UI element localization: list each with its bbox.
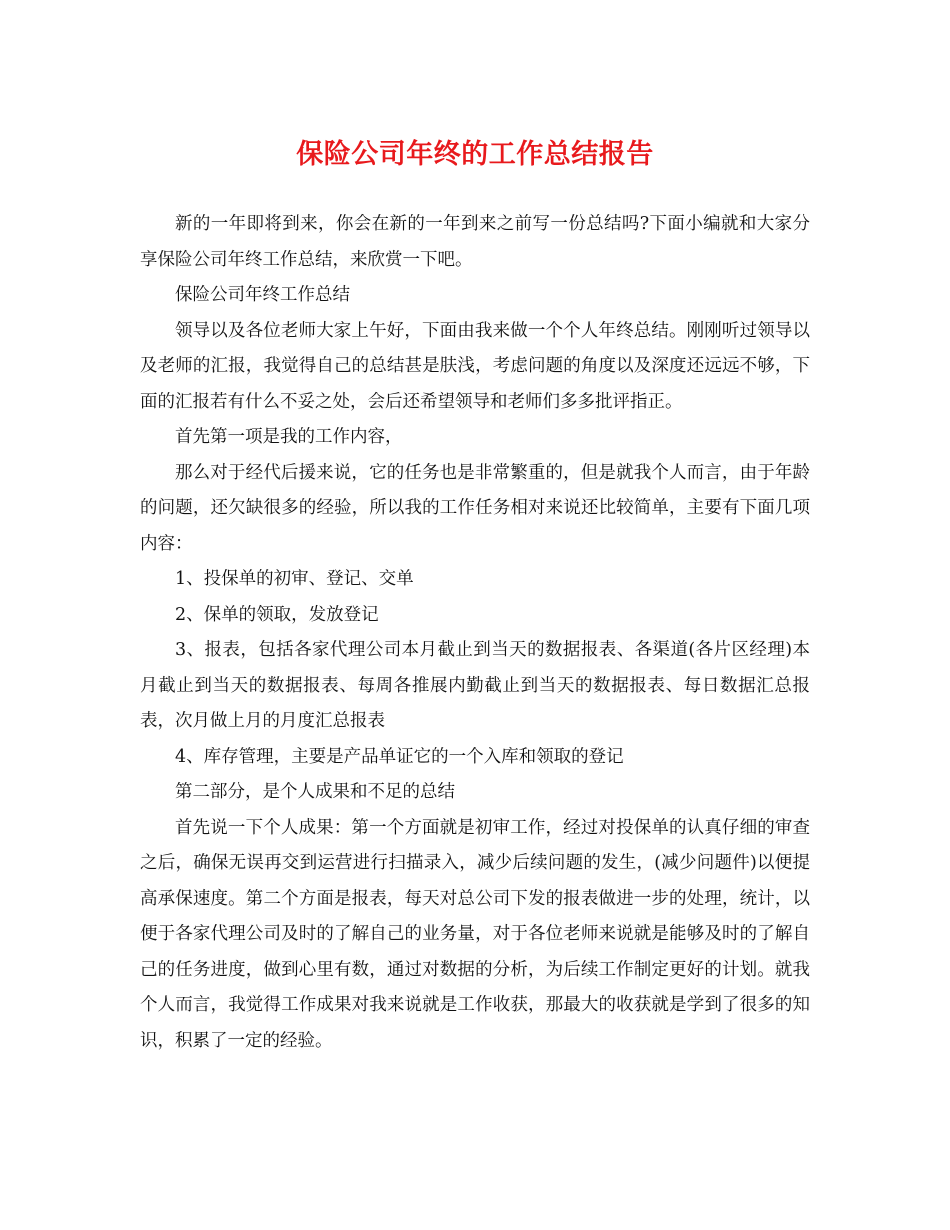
document-body	[140, 207, 810, 1059]
list-item-3: 3、报表，包括各家代理公司本月截止到当天的数据报表、各渠道(各片区经理)本月截止到当天的数据报表、每周各推展内勤截止到当天的数据报表、每日数据汇总报表，次月做上月的月度汇总报表	[140, 640, 810, 731]
paragraph-subtitle: 保险公司年终工作总结	[175, 285, 350, 305]
paragraph-part-one-heading: 首先第一项是我的工作内容，	[175, 427, 403, 447]
document-page	[140, 120, 810, 1059]
paragraph-intro: 新的一年即将到来，你会在新的一年到来之前写一份总结吗?下面小编就和大家分享保险公司年终工作总结，来欣赏一下吧。	[140, 214, 810, 270]
list-item-1: 1、投保单的初审、登记、交单	[175, 569, 414, 589]
paragraph-greeting: 领导以及各位老师大家上午好，下面由我来做一个个人年终总结。刚刚听过领导以及老师的汇报，我觉得自己的总结甚是肤浅，考虑问题的角度以及深度还远远不够，下面的汇报若有什么不妥之处，会后还希望领导和老师们多多批评指正。	[140, 320, 810, 412]
list-item-4: 4、库存管理，主要是产品单证它的一个入库和领取的登记	[175, 746, 624, 767]
list-item-2: 2、保单的领取，发放登记	[175, 604, 379, 625]
paragraph-work-overview: 那么对于经代后援来说，它的任务也是非常繁重的，但是就我个人而言，由于年龄的问题，还欠缺很多的经验，所以我的工作任务相对来说还比较简单，主要有下面几项内容：	[140, 462, 810, 554]
paragraph-part-two-heading: 第二部分，是个人成果和不足的总结	[175, 782, 455, 802]
paragraph-achievements: 首先说一下个人成果：第一个方面就是初审工作，经过对投保单的认真仔细的审查之后，确保无误再交到运营进行扫描录入，减少后续问题的发生，(减少问题件)以便提高承保速度。第二个方面是报表，每天对总公司下发的报表做进一步的处理，统计，以便于各家代理公司及时的了解自己的业务量，对于各位老师来说就是能够及时的了解自己的任务进度，做到心里有数，通过对数据的分析，为后续工作制定更好的计划。就我个人而言，我觉得工作成果对我来说就是工作收获，那最大的收获就是学到了很多的知识，积累了一定的经验。	[140, 817, 810, 1051]
document-title: 保险公司年终的工作总结报告	[296, 139, 654, 170]
